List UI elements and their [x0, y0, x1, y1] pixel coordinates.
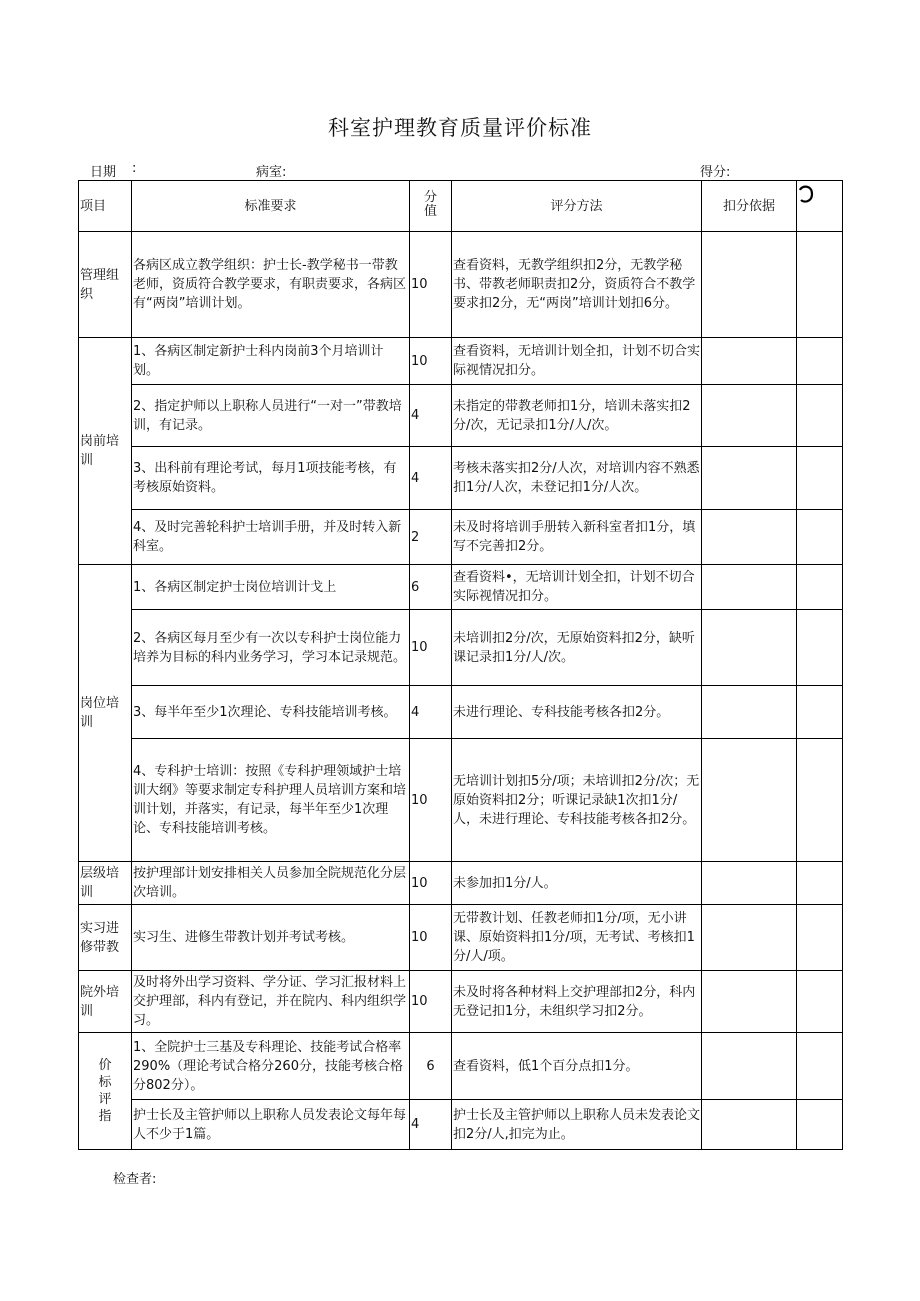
extra-cell[interactable]: [797, 565, 843, 610]
basis-cell[interactable]: [702, 1033, 797, 1100]
section-name: 层级培训: [79, 862, 132, 905]
requirement-cell: 3、出科前有理论考试，每月1项技能考核，有考核原始资料。: [132, 447, 410, 510]
requirement-cell: 1、各病区制定护士岗位培训计戈上: [132, 565, 410, 610]
method-cell: 无培训计划扣5分/项；未培训扣2分/次；无原始资料扣2分；听课记录缺1次扣1分/人，未进行理论、专科技能考核各扣2分。: [452, 739, 702, 862]
evaluation-table: [78, 180, 843, 1150]
basis-cell[interactable]: [702, 971, 797, 1033]
requirement-cell: 1、全院护士三基及专科理论、技能考试合格率290%（理论考试合格分260分，技能考核合格分802分）。: [132, 1033, 410, 1100]
header-points: [410, 181, 452, 232]
requirement-cell: 4、及时完善轮科护士培训手册，并及时转入新科室。: [132, 510, 410, 565]
table-row: [79, 862, 843, 905]
date-label: 日期: [90, 165, 117, 180]
basis-cell[interactable]: [702, 385, 797, 447]
requirement-cell: 及时将外出学习资料、学分证、学习汇报材料上交护理部，科内有登记，并在院内、科内组织学习。: [132, 971, 410, 1033]
points-cell: 4: [410, 1100, 452, 1150]
header-project: 项目: [79, 181, 132, 232]
requirement-cell: 按护理部计划安排相关人员参加全院规范化分层次培训。: [132, 862, 410, 905]
points-cell: 10: [410, 610, 452, 686]
basis-cell[interactable]: [702, 862, 797, 905]
points-cell: 10: [410, 971, 452, 1033]
header-requirement: 标准要求: [132, 181, 410, 232]
method-cell: 未进行理论、专科技能考核各扣2分。: [452, 686, 702, 739]
requirement-cell: 2、各病区每月至少有一次以专科护士岗位能力培养为目标的科内业务学习，学习本记录规范。: [132, 610, 410, 686]
table-row: [79, 385, 843, 447]
header-basis: 扣分依据: [702, 181, 797, 232]
basis-cell[interactable]: [702, 739, 797, 862]
table-row: [79, 565, 843, 610]
extra-cell[interactable]: [797, 447, 843, 510]
basis-cell[interactable]: [702, 1100, 797, 1150]
requirement-cell: 实习生、进修生带教计划并考试考核。: [132, 905, 410, 971]
basis-cell[interactable]: [702, 686, 797, 739]
section-name: 实习进修带教: [79, 905, 132, 971]
table-row: [79, 1100, 843, 1150]
table-row: [79, 971, 843, 1033]
method-cell: 护士长及主管护师以上职称人员未发表论文扣2分/人,扣完为止。: [452, 1100, 702, 1150]
extra-cell[interactable]: [797, 971, 843, 1033]
basis-cell[interactable]: [702, 447, 797, 510]
table-row: [79, 232, 843, 338]
table-row: [79, 338, 843, 385]
header-points-text: 分值: [423, 190, 437, 219]
table-row: [79, 739, 843, 862]
basis-cell[interactable]: [702, 905, 797, 971]
basis-cell[interactable]: [702, 232, 797, 338]
extra-cell[interactable]: [797, 686, 843, 739]
corner-mark-icon: [796, 183, 816, 205]
section-name: 岗前培训: [79, 338, 132, 565]
table-row: [79, 610, 843, 686]
extra-cell[interactable]: [797, 862, 843, 905]
requirement-cell: 护士长及主管护师以上职称人员发表论文每年每人不少于1篇。: [132, 1100, 410, 1150]
requirement-cell: 2、指定护师以上职称人员进行“一对一”带教培训，有记录。: [132, 385, 410, 447]
points-cell: 10: [410, 338, 452, 385]
table-row: [79, 447, 843, 510]
points-cell: 10: [410, 232, 452, 338]
method-cell: 未参加扣1分/人。: [452, 862, 702, 905]
method-cell: 查看资料，无教学组织扣2分，无教学秘书、带教老师职责扣2分，资质符合不教学要求扣2分，无“两岗”培训计划扣6分。: [452, 232, 702, 338]
basis-cell[interactable]: [702, 510, 797, 565]
points-cell: 6: [410, 1033, 452, 1100]
extra-cell[interactable]: [797, 1033, 843, 1100]
points-cell: 4: [410, 686, 452, 739]
checker-label: 检查者:: [113, 1172, 157, 1187]
method-cell: 未指定的带教老师扣1分，培训未落实扣2分/次，无记录扣1分/人/次。: [452, 385, 702, 447]
method-cell: 未及时将培训手册转入新科室者扣1分，填写不完善扣2分。: [452, 510, 702, 565]
requirement-cell: 4、专科护士培训：按照《专科护理领域护士培训大纲》等要求制定专科护理人员培训方案和培训计划，并落实，有记录，每半年至少1次理论、专科技能培训考核。: [132, 739, 410, 862]
points-cell: 10: [410, 739, 452, 862]
section-name: 岗位培训: [79, 565, 132, 862]
ward-label: 病室:: [256, 165, 287, 180]
section-name: 院外培训: [79, 971, 132, 1033]
extra-cell[interactable]: [797, 338, 843, 385]
points-cell: 10: [410, 862, 452, 905]
method-cell: 查看资料•，无培训计划全扣，计划不切合实际视情况扣分。: [452, 565, 702, 610]
extra-cell[interactable]: [797, 905, 843, 971]
extra-cell[interactable]: [797, 510, 843, 565]
extra-cell[interactable]: [797, 232, 843, 338]
method-cell: 未培训扣2分/次，无原始资料扣2分，缺听课记录扣1分/人/次。: [452, 610, 702, 686]
table-row: [79, 905, 843, 971]
extra-cell[interactable]: [797, 1100, 843, 1150]
table-row: [79, 510, 843, 565]
basis-cell[interactable]: [702, 610, 797, 686]
method-cell: 查看资料，无培训计划全扣，计划不切合实际视情况扣分。: [452, 338, 702, 385]
table-header-row: [79, 181, 843, 232]
method-cell: 查看资料，低1个百分点扣1分。: [452, 1033, 702, 1100]
score-label: 得分:: [700, 165, 731, 180]
header-method: 评分方法: [452, 181, 702, 232]
basis-cell[interactable]: [702, 338, 797, 385]
method-cell: 未及时将各种材料上交护理部扣2分，科内无登记扣1分，未组织学习扣2分。: [452, 971, 702, 1033]
table-row: [79, 686, 843, 739]
points-cell: 4: [410, 385, 452, 447]
points-cell: 4: [410, 447, 452, 510]
method-cell: 考核未落实扣2分/人次，对培训内容不熟悉扣1分/人次，未登记扣1分/人次。: [452, 447, 702, 510]
section-name: 价标评指: [79, 1033, 132, 1150]
requirement-cell: 1、各病区制定新护士科内岗前3个月培训计划。: [132, 338, 410, 385]
date-separator: :: [132, 161, 137, 176]
page-title: 科室护理教育质量评价标准: [328, 116, 592, 140]
extra-cell[interactable]: [797, 739, 843, 862]
table-row: [79, 1033, 843, 1100]
points-cell: 6: [410, 565, 452, 610]
extra-cell[interactable]: [797, 610, 843, 686]
method-cell: 无带教计划、任教老师扣1分/项，无小讲课、原始资料扣1分/项，无考试、考核扣1分/人/项。: [452, 905, 702, 971]
requirement-cell: 各病区成立教学组织：护士长-教学秘书一带教老师，资质符合教学要求，有职责要求，各病区有“两岗”培训计划。: [132, 232, 410, 338]
extra-cell[interactable]: [797, 385, 843, 447]
points-cell: 2: [410, 510, 452, 565]
requirement-cell: 3、每半年至少1次理论、专科技能培训考核。: [132, 686, 410, 739]
basis-cell[interactable]: [702, 565, 797, 610]
points-cell: 10: [410, 905, 452, 971]
section-name: 管理组织: [79, 232, 132, 338]
